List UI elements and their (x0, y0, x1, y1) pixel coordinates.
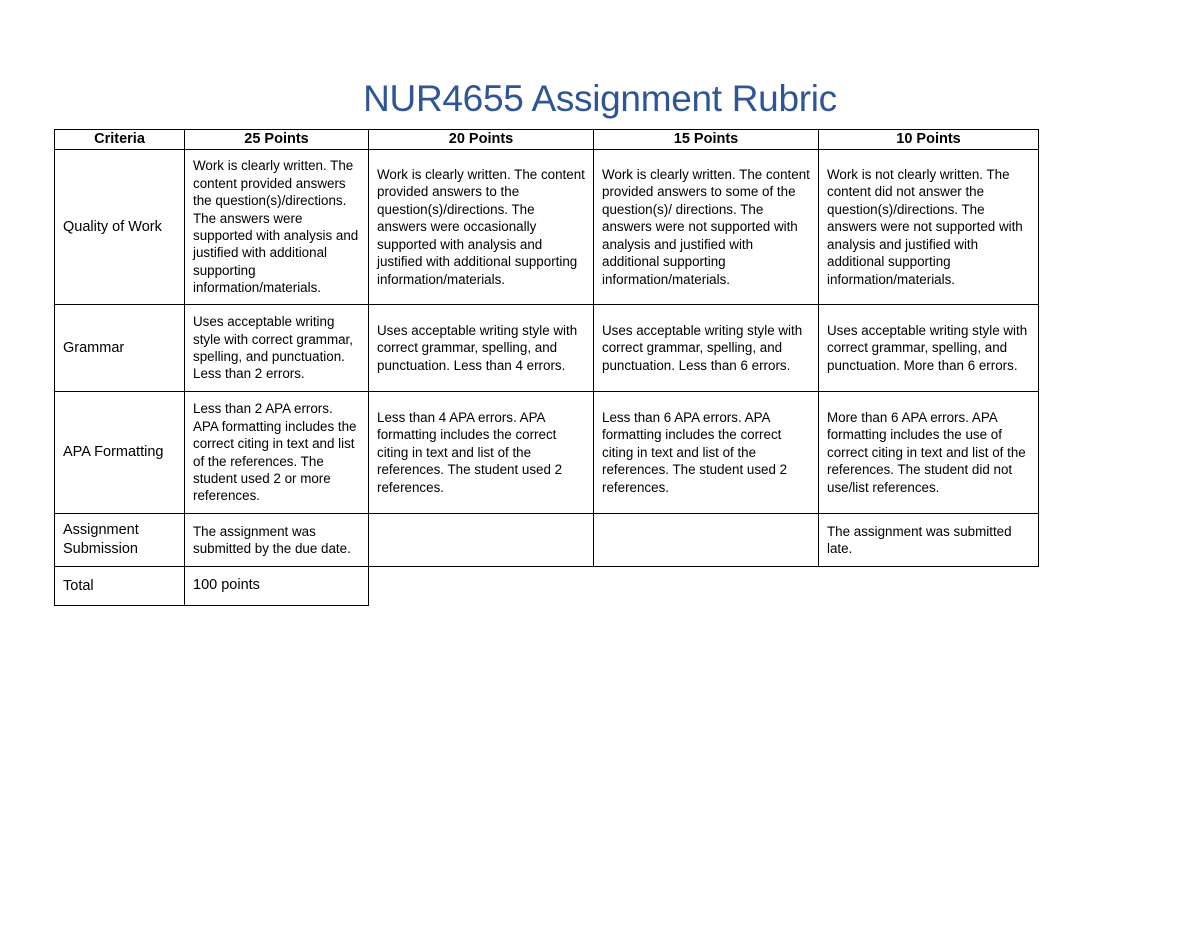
empty-cell (594, 567, 819, 606)
document-title: NUR4655 Assignment Rubric (363, 78, 837, 119)
rubric-cell: Less than 6 APA errors. APA formatting includes the correct citing in text and list of the references. The student used 2 references. (594, 392, 819, 514)
header-15-points: 15 Points (594, 130, 819, 150)
rubric-cell: Work is clearly written. The content provided answers to the question(s)/directions. The answers were occasionally supported with analysis and justified with additional supporting information/materials. (369, 150, 594, 305)
rubric-cell: Uses acceptable writing style with correct grammar, spelling, and punctuation. Less than 6 errors. (594, 305, 819, 392)
header-20-points: 20 Points (369, 130, 594, 150)
table-row (55, 150, 1039, 305)
rubric-table (54, 129, 1039, 606)
rubric-cell: Work is not clearly written. The content did not answer the question(s)/directions. The answers were not supported with analysis and justified with additional supporting information/materials. (819, 150, 1039, 305)
rubric-cell: Uses acceptable writing style with correct grammar, spelling, and punctuation. Less than 4 errors. (369, 305, 594, 392)
header-25-points: 25 Points (185, 130, 369, 150)
criteria-label: Quality of Work (55, 150, 185, 305)
rubric-cell: The assignment was submitted by the due date. (185, 514, 369, 567)
header-row (55, 130, 1039, 150)
rubric-cell: More than 6 APA errors. APA formatting includes the use of correct citing in text and list of the references. The student did not use/list references. (819, 392, 1039, 514)
rubric-cell: Work is clearly written. The content provided answers the question(s)/directions. The answers were supported with analysis and justified with additional supporting information/materials. (185, 150, 369, 305)
rubric-cell: The assignment was submitted late. (819, 514, 1039, 567)
total-value: 100 points (185, 567, 369, 606)
table-row (55, 305, 1039, 392)
header-criteria: Criteria (55, 130, 185, 150)
rubric-cell (369, 514, 594, 567)
criteria-label: Grammar (55, 305, 185, 392)
rubric-cell: Less than 4 APA errors. APA formatting includes the correct citing in text and list of the references. The student used 2 references. (369, 392, 594, 514)
total-label: Total (55, 567, 185, 606)
total-row (55, 567, 1039, 606)
rubric-cell: Uses acceptable writing style with correct grammar, spelling, and punctuation. More than 6 errors. (819, 305, 1039, 392)
table-row (55, 392, 1039, 514)
header-10-points: 10 Points (819, 130, 1039, 150)
empty-cell (369, 567, 594, 606)
empty-cell (819, 567, 1039, 606)
rubric-cell (594, 514, 819, 567)
rubric-cell: Work is clearly written. The content provided answers to some of the question(s)/ directions. The answers were not supported with analysis and justified with additional supporting information/materials. (594, 150, 819, 305)
rubric-cell: Uses acceptable writing style with correct grammar, spelling, and punctuation. Less than 2 errors. (185, 305, 369, 392)
criteria-label: APA Formatting (55, 392, 185, 514)
rubric-cell: Less than 2 APA errors. APA formatting includes the correct citing in text and list of the references. The student used 2 or more references. (185, 392, 369, 514)
criteria-label: Assignment Submission (55, 514, 185, 567)
table-row (55, 514, 1039, 567)
